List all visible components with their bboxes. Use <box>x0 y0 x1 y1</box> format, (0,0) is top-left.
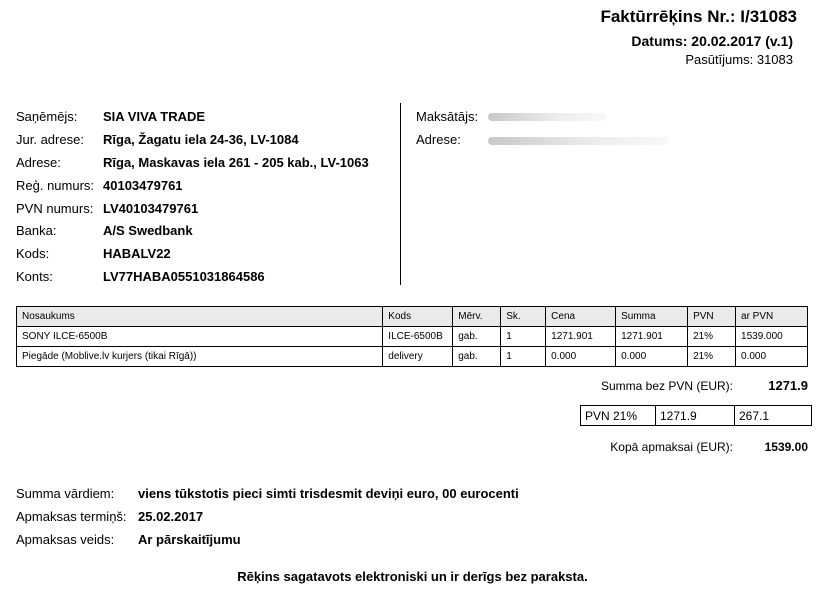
reg-number-label: Reģ. numurs: <box>16 178 95 193</box>
order-number: Pasūtījums: 31083 <box>685 52 793 67</box>
amount-in-words-label: Summa vārdiem: <box>16 486 115 501</box>
table-header-row <box>17 307 808 327</box>
electronic-invoice-note: Rēķins sagatavots elektroniski un ir derīgs bez paraksta. <box>237 569 588 584</box>
column-header: Cena <box>546 307 616 327</box>
table-row <box>17 347 808 367</box>
vat-rate: PVN 21% <box>581 406 656 426</box>
table-cell: 0.000 <box>546 347 616 367</box>
invoice-date: Datums: 20.02.2017 (v.1) <box>631 33 793 49</box>
grand-total-value: 1539.00 <box>764 440 808 454</box>
table-cell: ILCE-6500B <box>383 327 453 347</box>
column-header: Summa <box>616 307 688 327</box>
table-cell: gab. <box>453 347 501 367</box>
due-date-value: 25.02.2017 <box>138 509 204 524</box>
table-cell: 21% <box>688 327 736 347</box>
vat-number-value: LV40103479761 <box>103 201 199 216</box>
payer-redacted-value <box>488 113 606 121</box>
bank-label: Banka: <box>16 223 57 238</box>
payment-method-value: Ar pārskaitījumu <box>138 532 241 547</box>
legal-address-label: Jur. adrese: <box>16 132 84 147</box>
reg-number-value: 40103479761 <box>103 178 183 193</box>
table-cell: delivery <box>383 347 453 367</box>
table-cell: 0.000 <box>616 347 688 367</box>
amount-in-words-value: viens tūkstotis pieci simti trisdesmit deviņi euro, 00 eurocenti <box>138 486 519 501</box>
items-table <box>16 306 808 367</box>
invoice-title: Faktūrrēķins Nr.: I/31083 <box>600 7 797 26</box>
column-divider <box>400 103 401 285</box>
table-cell: 0.000 <box>736 347 808 367</box>
vat-summary-table <box>580 405 812 426</box>
recipient-name: SIA VIVA TRADE <box>103 109 206 124</box>
vat-base: 1271.9 <box>656 406 735 426</box>
table-cell: 1271.901 <box>616 327 688 347</box>
account-value: LV77HABA0551031864586 <box>103 269 265 284</box>
column-header: Sk. <box>501 307 546 327</box>
table-cell: Piegāde (Moblive.lv kurjers (tikai Rīgā)) <box>17 347 383 367</box>
payment-method-label: Apmaksas veids: <box>16 532 115 547</box>
column-header: Kods <box>383 307 453 327</box>
column-header: Nosaukums <box>17 307 383 327</box>
vat-number-label: PVN numurs: <box>16 201 94 216</box>
payer-address-label: Adrese: <box>416 132 461 147</box>
recipient-label: Saņēmējs: <box>16 109 78 124</box>
table-cell: 1271.901 <box>546 327 616 347</box>
table-cell: gab. <box>453 327 501 347</box>
legal-address-value: Rīga, Žagatu iela 24-36, LV-1084 <box>103 132 299 147</box>
table-cell: SONY ILCE-6500B <box>17 327 383 347</box>
bank-code-value: HABALV22 <box>103 246 171 261</box>
due-date-label: Apmaksas termiņš: <box>16 509 127 524</box>
table-cell: 21% <box>688 347 736 367</box>
net-total-value: 1271.9 <box>768 378 808 393</box>
account-label: Konts: <box>16 269 53 284</box>
address-label: Adrese: <box>16 155 61 170</box>
grand-total-label: Kopā apmaksai (EUR): <box>610 440 733 454</box>
vat-amount: 267.1 <box>735 406 812 426</box>
table-cell: 1 <box>501 347 546 367</box>
net-total-label: Summa bez PVN (EUR): <box>600 379 733 393</box>
address-value: Rīga, Maskavas iela 261 - 205 kab., LV-1063 <box>103 155 369 170</box>
table-cell: 1539.000 <box>736 327 808 347</box>
column-header: Mērv. <box>453 307 501 327</box>
table-row <box>17 327 808 347</box>
column-header: PVN <box>688 307 736 327</box>
bank-value: A/S Swedbank <box>103 223 193 238</box>
payer-address-redacted-value <box>488 137 668 145</box>
payer-label: Maksātājs: <box>416 109 479 124</box>
bank-code-label: Kods: <box>16 246 50 261</box>
table-cell: 1 <box>501 327 546 347</box>
column-header: ar PVN <box>736 307 808 327</box>
